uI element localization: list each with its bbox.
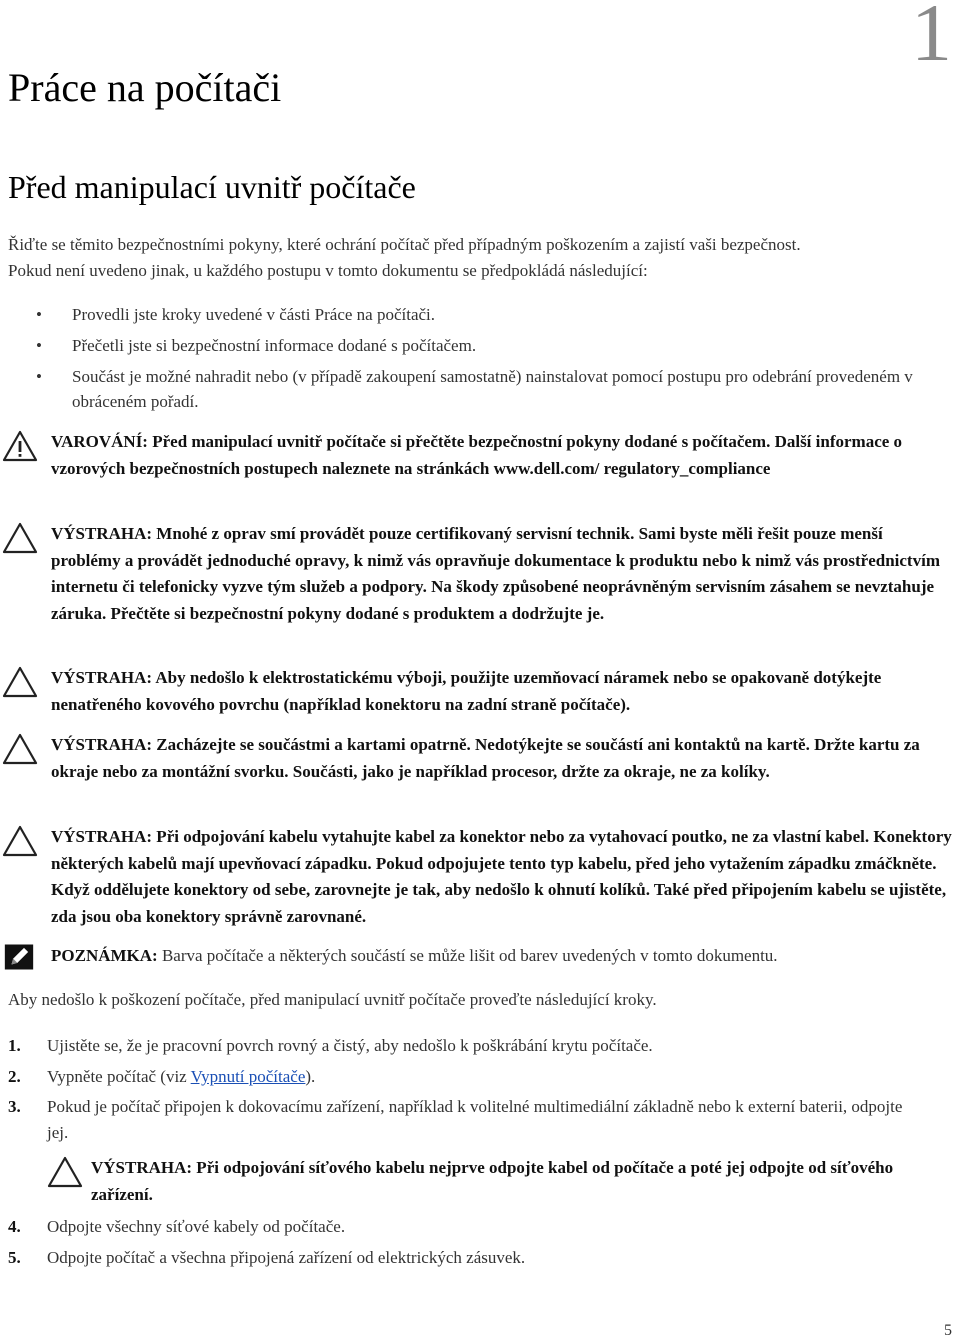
shutdown-link[interactable]: Vypnutí počítače — [190, 1067, 306, 1086]
step-text: Odpojte počítač a všechna připojená zařízení od elektrických zásuvek. — [47, 1248, 526, 1267]
notice-text: VÝSTRAHA: Při odpojování síťového kabelu nejprve odpojte kabel od počítače a poté jej odpojte od síťového zařízení. — [91, 1158, 894, 1204]
list-item-text: Přečetli jste si bezpečnostní informace dodané s počítačem. — [72, 336, 477, 355]
page-number: 5 — [944, 1322, 952, 1339]
list-item-text: Součást je možné nahradit nebo (v případě zakoupení samostatně) nainstalovat pomocí postupu pro odebrání provedeném v obráceném pořadí. — [72, 367, 913, 411]
warning-triangle-icon — [2, 430, 38, 462]
prerequisite-list — [36, 302, 946, 420]
note-label: POZNÁMKA: — [51, 946, 158, 965]
note-pencil-icon — [4, 942, 34, 972]
caution-triangle-icon — [2, 666, 38, 698]
bullet-marker: • — [36, 367, 42, 386]
step-text-before: Vypněte počítač (viz — [47, 1067, 191, 1086]
chapter-number: 1 — [911, 0, 952, 78]
list-item-text: Provedli jste kroky uvedené v části Práce na počítači. — [72, 305, 436, 324]
notice-text: VAROVÁNÍ: Před manipulací uvnitř počítače si přečtěte bezpečnostní pokyny dodané s počítačem. Další informace o vzorových bezpečnostních postupech naleznete na stránkách www.dell.com/ regulatory_compliance — [51, 432, 903, 478]
notice-text: VÝSTRAHA: Aby nedošlo k elektrostatickému výboji, použijte uzemňovací náramek nebo se opakovaně dotýkejte nenatřeného kovového povrchu (například konektoru na zadní straně počítače). — [51, 668, 882, 714]
caution-triangle-icon — [2, 733, 38, 765]
notice-text: VÝSTRAHA: Při odpojování kabelu vytahujte kabel za konektor nebo za vytahovací poutko, ne za vlastní kabel. Konektory některých kabelů mají upevňovací západku. Pokud odpojujete tento typ kabelu, před jeho vytažením západku zmáčkněte. Když oddělujete konektory od sebe, zarovnejte je tak, aby nedošlo k ohnutí kolíků. Také před připojením kabelu se ujistěte, zda jsou oba konektory správně zarovnané. — [51, 827, 952, 926]
page-title: Práce na počítači — [8, 65, 282, 110]
intro-paragraph — [8, 232, 956, 284]
step-number: 5. — [8, 1248, 21, 1267]
list-item — [36, 364, 946, 414]
step-text: Odpojte všechny síťové kabely od počítače. — [47, 1217, 346, 1236]
note-body: Barva počítače a některých součástí se může lišit od barev uvedených v tomto dokumentu. — [161, 946, 778, 965]
step-number: 2. — [8, 1067, 21, 1086]
steps-intro: Aby nedošlo k poškození počítače, před manipulací uvnitř počítače proveďte následující kroky. — [8, 990, 657, 1009]
notice-text: VÝSTRAHA: Zacházejte se součástmi a kartami opatrně. Nedotýkejte se součástí ani kontaktů na kartě. Držte kartu za okraje nebo za montážní svorku. Součásti, jako je například procesor, držte za okraje, ne za kolíky. — [51, 735, 920, 781]
caution-triangle-icon — [2, 522, 38, 554]
bullet-marker: • — [36, 305, 42, 324]
notice-text: VÝSTRAHA: Mnohé z oprav smí provádět pouze certifikovaný servisní technik. Sami byste měli řešit pouze menší problémy a provádět jednoduché opravy, k nimž vás opravňuje dokumentace k produktu nebo k nimž vás prostřednictvím internetu či telefonicky vyzve tým služeb a podpory. Na škody způsobené neoprávněným servisním zásahem se nevztahuje záruka. Přečtěte si bezpečnostní pokyny dodané s produktem a dodržujte je. — [51, 524, 940, 623]
intro-line-1: Řiďte se těmito bezpečnostními pokyny, které ochrání počítač před případným poškozením a zajistí vaši bezpečnost. — [8, 235, 801, 254]
step-text: Pokud je počítač připojen k dokovacímu zařízení, například k volitelné multimediální základně nebo k externí baterii, odpojte jej. — [47, 1097, 903, 1142]
step-text — [47, 1064, 927, 1090]
list-item — [36, 333, 946, 358]
step-number: 3. — [8, 1097, 21, 1116]
step-text: Ujistěte se, že je pracovní povrch rovný a čistý, aby nedošlo k poškrábání krytu počítače. — [47, 1036, 653, 1055]
step-text-after: ). — [305, 1067, 316, 1086]
bullet-marker: • — [36, 336, 42, 355]
caution-triangle-icon — [47, 1156, 83, 1188]
step-number: 1. — [8, 1036, 21, 1055]
note-text — [51, 943, 956, 970]
step-number: 4. — [8, 1217, 21, 1236]
caution-triangle-icon — [2, 825, 38, 857]
intro-line-2: Pokud není uvedeno jinak, u každého postupu v tomto dokumentu se předpokládá následující: — [8, 261, 648, 280]
list-item — [36, 302, 946, 327]
section-title: Před manipulací uvnitř počítače — [8, 169, 416, 205]
